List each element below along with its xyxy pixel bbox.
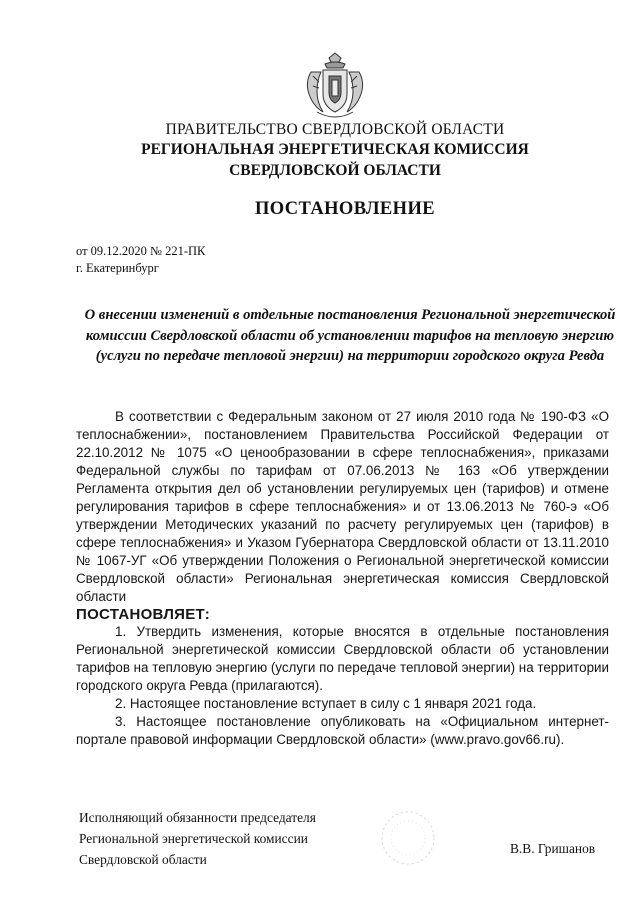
resolve-heading: ПОСТАНОВЛЯЕТ: [76,606,211,623]
signatory-block [79,807,316,870]
coat-of-arms-emblem [303,52,367,122]
date-number: от 09.12.2020 № 221-ПК [76,244,206,258]
item-3: 3. Настоящее постановление опубликовать на «Официальном интернет-портале правовой информации Свердловской области» (www.pravo.gov66.ru). [76,714,609,747]
region-header: СВЕРДЛОВСКОЙ ОБЛАСТИ [229,162,441,179]
document-subject: О внесении изменений в отдельные постановления Региональной энергетической комиссии Свердловской области об установлении тарифов на тепловую энергию (услуги по передаче тепловой энергии) на территории городского округа Ревда [84,307,616,364]
signatory-name: В.В. Гришанов [510,841,596,856]
faint-stamp [378,808,438,868]
document-body [76,408,609,749]
document-title: ПОСТАНОВЛЕНИЕ [254,199,435,219]
signatory-organization: Региональной энергетической комиссии [79,831,308,846]
government-header: ПРАВИТЕЛЬСТВО СВЕРДЛОВСКОЙ ОБЛАСТИ [165,121,505,138]
signatory-region: Свердловской области [79,852,207,867]
commission-header: РЕГИОНАЛЬНАЯ ЭНЕРГЕТИЧЕСКАЯ КОМИССИЯ [141,141,529,158]
city: г. Екатеринбург [76,261,159,275]
item-2: 2. Настоящее постановление вступает в силу с 1 января 2021 года. [115,696,537,711]
item-1: 1. Утвердить изменения, которые вносятся в отдельные постановления Региональной энергетической комиссии Свердловской области об установлении тарифов на тепловую энергию (услуги по передаче тепловой энергии) на территории городского округа Ревда (прилагаются). [76,624,610,693]
preamble-paragraph: В соответствии с Федеральным законом от 27 июля 2010 года № 190-ФЗ «О теплоснабжении», постановлением Правительства Российской Федерации от 22.10.2012 № 1075 «О ценообразовании в сфере теплоснабжения», приказами Федеральной службы по тарифам от 07.06.2013 № 163 «Об утверждении Регламента открытия дел об установлении регулируемых цен (тарифов) и отмене регулирования тарифов в сфере теплоснабжения» и от 13.06.2013 № 760-э «Об утверждении Методических указаний по расчету регулируемых цен (тарифов) в сфере теплоснабжения» и Указом Губернатора Свердловской области от 13.11.2010 № 1067-УГ «Об утверждении Положения о Региональной энергетической комиссии Свердловской области» Региональная энергетическая комиссия Свердловской области [76,409,609,604]
signatory-position: Исполняющий обязанности председателя [79,810,316,825]
